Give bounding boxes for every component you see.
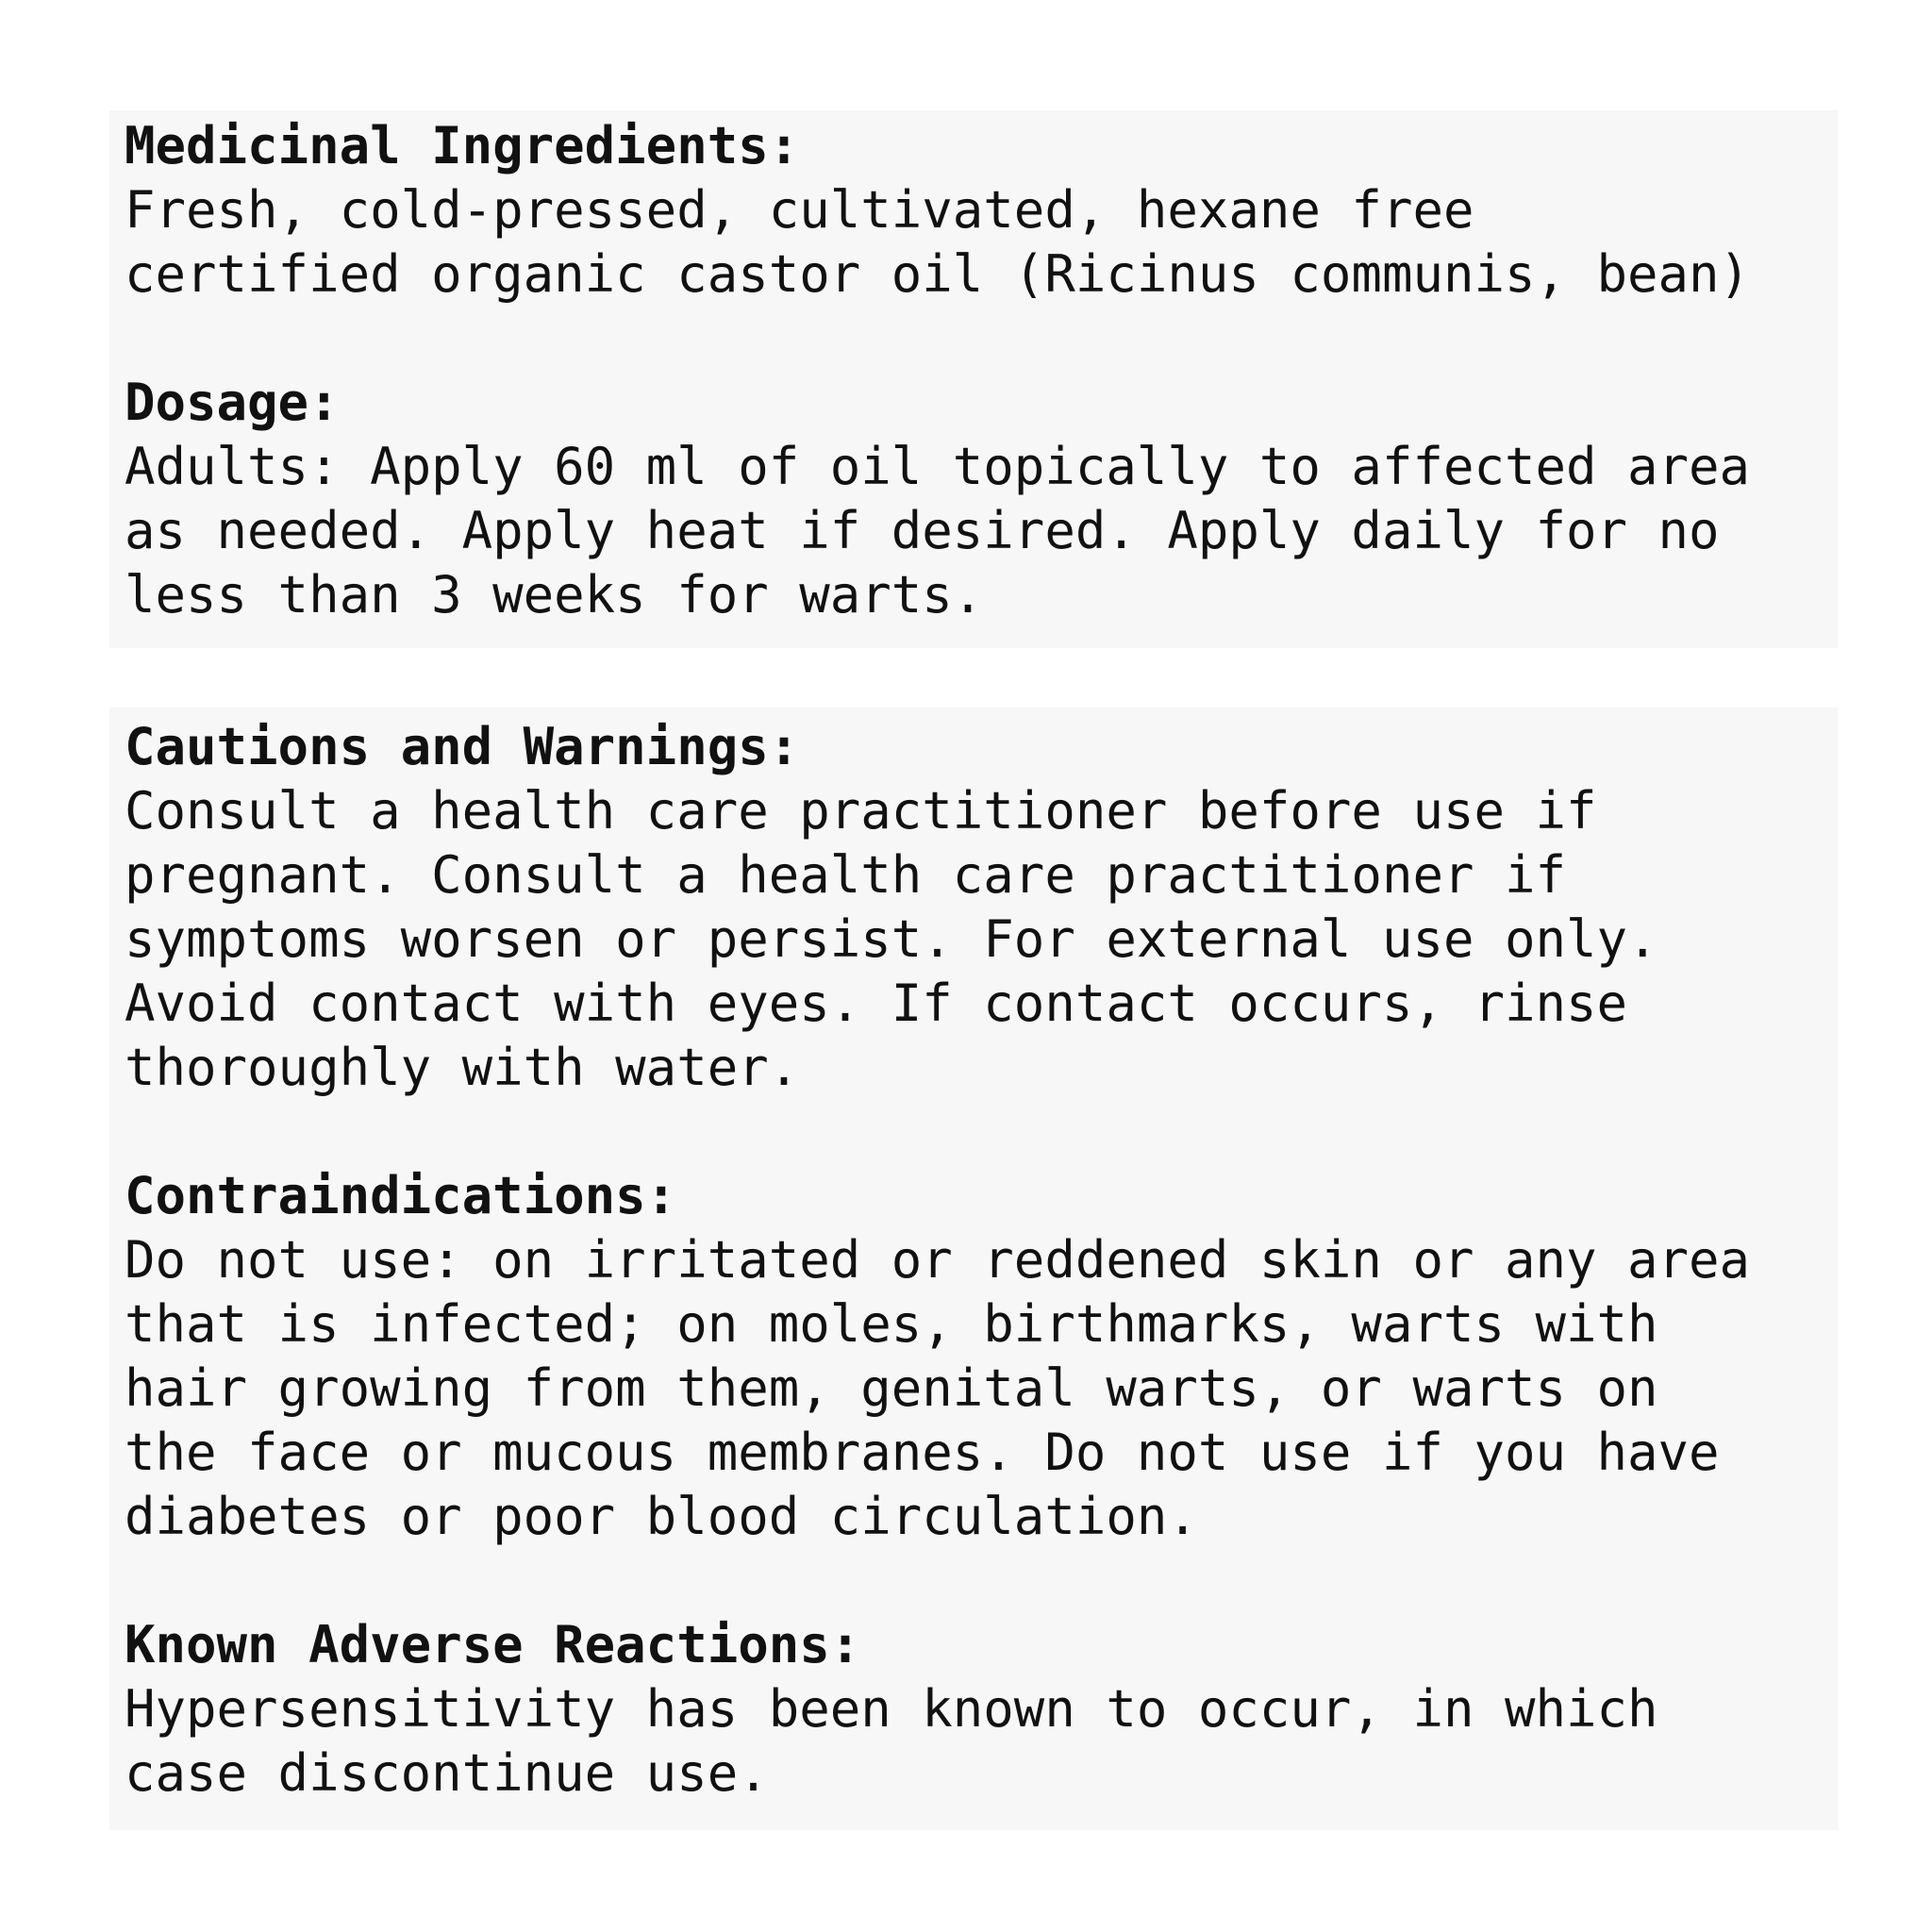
contraindications-heading: Contraindications:	[125, 1166, 677, 1225]
contraindications-line-5: diabetes or poor blood circulation.	[125, 1487, 1198, 1546]
cautions-line-3: symptoms worsen or persist. For external use only.	[125, 909, 1658, 969]
adverse-reactions-line-1: Hypersensitivity has been known to occur, in which	[125, 1679, 1658, 1739]
cautions-line-2: pregnant. Consult a health care practitioner if	[125, 845, 1567, 905]
adverse-reactions-line-2: case discontinue use.	[125, 1743, 769, 1803]
contraindications-line-4: the face or mucous membranes. Do not use if you have	[125, 1423, 1720, 1482]
contraindications-line-1: Do not use: on irritated or reddened skin or any area	[125, 1230, 1751, 1290]
adverse-reactions-heading: Known Adverse Reactions:	[125, 1615, 861, 1674]
dosage-line-3: less than 3 weeks for warts.	[125, 565, 984, 625]
ingredients-dosage-panel	[109, 110, 1838, 648]
contraindications-line-3: hair growing from them, genital warts, or warts on	[125, 1358, 1658, 1418]
cautions-heading: Cautions and Warnings:	[125, 717, 800, 776]
medicinal-ingredients-heading: Medicinal Ingredients:	[125, 116, 800, 175]
medicinal-ingredients-line-2: certified organic castor oil (Ricinus communis, bean)	[125, 244, 1751, 304]
cautions-line-1: Consult a health care practitioner before use if	[125, 781, 1597, 841]
dosage-line-2: as needed. Apply heat if desired. Apply daily for no	[125, 501, 1720, 560]
cautions-line-4: Avoid contact with eyes. If contact occurs, rinse	[125, 974, 1628, 1033]
contraindications-line-2: that is infected; on moles, birthmarks, warts with	[125, 1294, 1658, 1354]
warnings-panel	[109, 708, 1838, 1830]
dosage-line-1: Adults: Apply 60 ml of oil topically to affected area	[125, 437, 1751, 496]
dosage-heading: Dosage:	[125, 373, 340, 432]
medicinal-ingredients-line-1: Fresh, cold-pressed, cultivated, hexane free	[125, 180, 1474, 240]
cautions-line-5: thoroughly with water.	[125, 1038, 800, 1097]
